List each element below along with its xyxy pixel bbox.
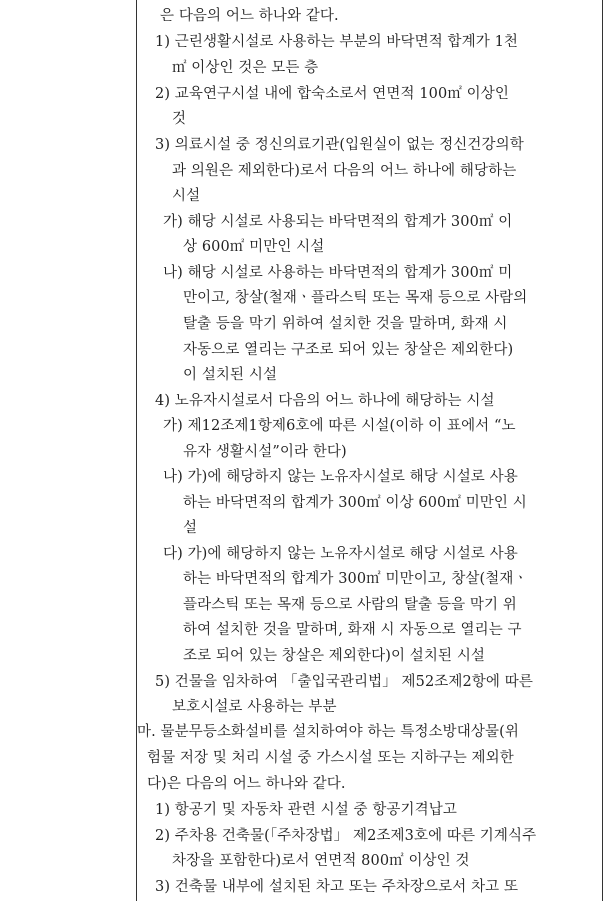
text-line: 차장을 포함한다)로서 연면적 800㎡ 이상인 것 <box>172 853 470 869</box>
text-line: 다) 가)에 해당하지 않는 노유자시설로 해당 시설로 사용 <box>163 546 518 562</box>
text-line: 플라스틱 또는 목재 등으로 사람의 탈출 등을 막기 위 <box>183 597 517 613</box>
text-line: 2) 주차용 건축물(「주차장법」 제2조제3호에 따른 기계식주 <box>155 828 537 844</box>
text-line: 시설 <box>172 188 201 204</box>
text-line: 상 600㎡ 미만인 시설 <box>183 239 325 255</box>
text-line: 이 설치된 시설 <box>183 367 278 383</box>
text-line: 마. 물분무등소화설비를 설치하여야 하는 특정소방대상물(위 <box>137 724 519 740</box>
table-left-border <box>136 0 137 901</box>
text-line: 5) 건물을 임차하여 「출입국관리법」 제52조제2항에 따른 <box>155 674 533 690</box>
text-line: 1) 근린생활시설로 사용하는 부분의 바닥면적 합계가 1천 <box>155 34 519 50</box>
text-line: ㎡ 이상인 것은 모든 층 <box>172 60 319 76</box>
text-line: 2) 교육연구시설 내에 합숙소로서 연면적 100㎡ 이상인 <box>155 86 509 102</box>
text-line: 하는 바닥면적의 합계가 300㎡ 이상 600㎡ 미만인 시 <box>183 495 527 511</box>
text-line: 3) 의료시설 중 정신의료기관(입원실이 없는 정신건강의학 <box>155 137 524 153</box>
text-line: 과 의원은 제외한다)로서 다음의 어느 하나에 해당하는 <box>172 163 517 179</box>
text-line: 다)은 다음의 어느 하나와 같다. <box>147 776 346 792</box>
text-line: 자동으로 열리는 구조로 되어 있는 창살은 제외한다) <box>183 342 514 358</box>
text-line: 가) 제12조제1항제6호에 따른 시설(이하 이 표에서 “노 <box>163 418 516 434</box>
text-line: 가) 해당 시설로 사용되는 바닥면적의 합계가 300㎡ 이 <box>163 214 513 230</box>
text-line: 1) 항공기 및 자동차 관련 시설 중 항공기격납고 <box>155 802 457 818</box>
text-line: 설 <box>183 520 198 536</box>
text-line: 하는 바닥면적의 합계가 300㎡ 미만이고, 창살(철재ㆍ <box>183 571 528 587</box>
text-line: 보호시설로 사용하는 부분 <box>172 699 337 715</box>
text-line: 조로 되어 있는 창살은 제외한다)이 설치된 시설 <box>183 648 486 664</box>
text-line: 탈출 등을 막기 위하여 설치한 것을 말하며, 화재 시 <box>183 316 508 332</box>
table-right-border <box>602 0 603 901</box>
text-line: 나) 가)에 해당하지 않는 노유자시설로 해당 시설로 사용 <box>163 469 518 485</box>
text-line: 험물 저장 및 처리 시설 중 가스시설 또는 지하구는 제외한 <box>147 750 514 766</box>
text-line: 나) 해당 시설로 사용하는 바닥면적의 합계가 300㎡ 미 <box>163 265 513 281</box>
text-line: 유자 생활시설”이라 한다) <box>183 444 347 460</box>
text-line: 것 <box>172 111 187 127</box>
text-line: 하여 설치한 것을 말하며, 화재 시 자동으로 열리는 구 <box>183 622 522 638</box>
text-line: 3) 건축물 내부에 설치된 차고 또는 주차장으로서 차고 또 <box>155 879 519 895</box>
text-line: 4) 노유자시설로서 다음의 어느 하나에 해당하는 시설 <box>155 393 495 409</box>
text-line: 은 다음의 어느 하나와 같다. <box>160 8 339 24</box>
text-line: 만이고, 창살(철재ㆍ플라스틱 또는 목재 등으로 사람의 <box>183 290 528 306</box>
